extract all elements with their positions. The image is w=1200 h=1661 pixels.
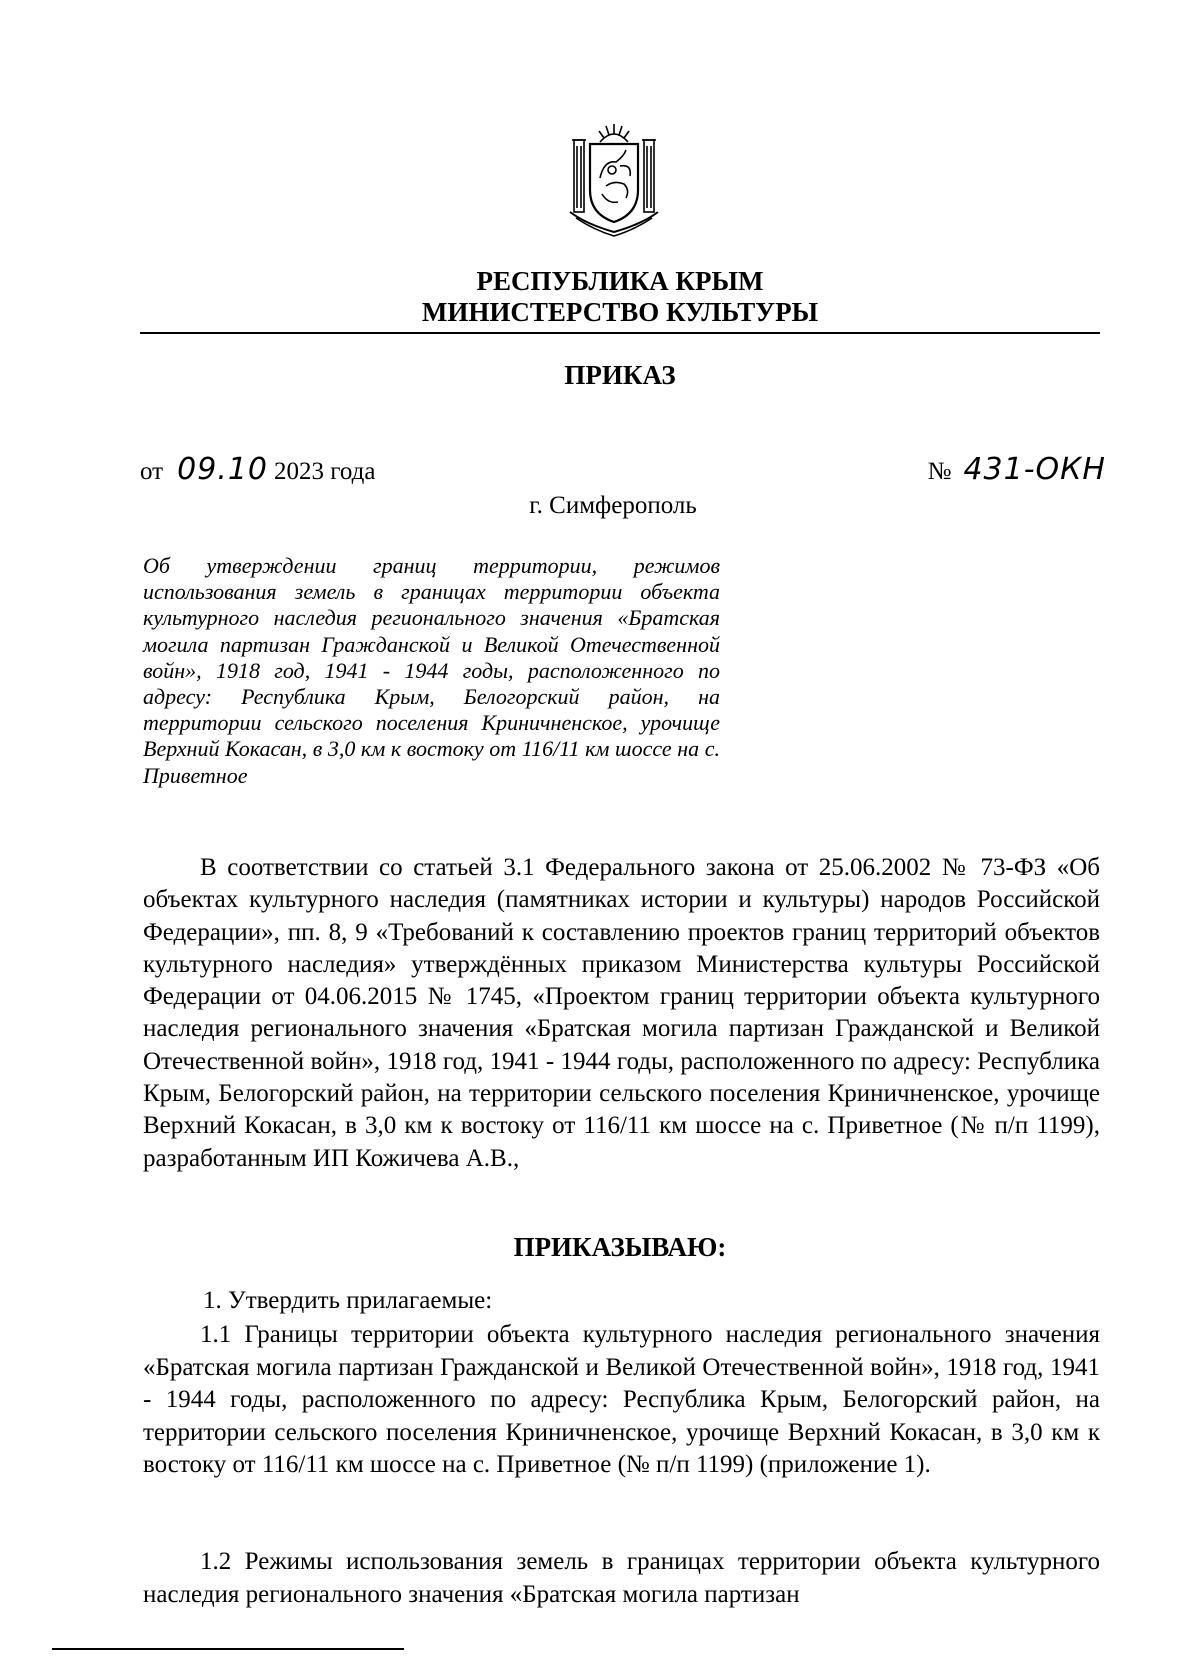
footnote-separator — [52, 1648, 404, 1650]
document-number — [928, 452, 1106, 487]
order-item-1-1: 1.1 Границы территории объекта культурного наследия регионального значения «Братская могила партизан Гражданской и Великой Отечественной войн», 1918 год, 1941 - 1944 годы, расположенного по адресу: Республика Крым, Белогорский район, на территории сельского поселения Криничненское, урочище Верхний Кокасан, в 3,0 км к востоку от 116/11 км шоссе на с. Приветное (№ п/п 1199) (приложение 1). — [143, 1321, 1100, 1478]
number-prefix: № — [927, 458, 952, 485]
document-subject: Об утверждении границ территории, режимов использования земель в границах территории объекта культурного наследия регионального значения «Братская могила партизан Гражданской и Великой Отечественной войн», 1918 год, 1941 - 1944 годы, расположенного по адресу: Республика Крым, Белогорский район, на территории сельского поселения Криничненское, урочище Верхний Кокасан, в 3,0 км к востоку от 116/11 км шоссе на с. Приветное — [143, 553, 720, 788]
header-ministry: МИНИСТЕРСТВО КУЛЬТУРЫ — [421, 297, 819, 327]
order-item-1-2: 1.2 Режимы использования земель в границах территории объекта культурного наследия регионального значения «Братская могила партизан — [143, 1548, 1100, 1608]
orders-heading: ПРИКАЗЫВАЮ: — [513, 1232, 727, 1262]
document-city: г. Симферополь — [529, 492, 697, 519]
crimea-coat-of-arms-icon — [566, 120, 662, 238]
date-prefix: от — [140, 458, 164, 485]
handwritten-number: 431-ОКН — [963, 452, 1106, 487]
header-divider — [140, 332, 1100, 334]
order-item-1: 1. Утвердить прилагаемые: — [203, 1287, 493, 1314]
header-republic: РЕСПУБЛИКА КРЫМ — [476, 266, 764, 296]
document-type-title: ПРИКАЗ — [564, 360, 676, 390]
document-date — [140, 452, 375, 487]
handwritten-date: 09.10 — [177, 452, 268, 487]
date-year: 2023 года — [274, 458, 376, 485]
preamble-paragraph: В соответствии со статьей 3.1 Федерального закона от 25.06.2002 № 73-ФЗ «Об объектах культурного наследия (памятниках истории и культуры) народов Российской Федерации», пп. 8, 9 «Требований к составлению проектов границ территорий объектов культурного наследия» утверждённых приказом Министерства культуры Российской Федерации от 04.06.2015 № 1745, «Проектом границ территории объекта культурного наследия регионального значения «Братская могила партизан Гражданской и Великой Отечественной войн», 1918 год, 1941 - 1944 годы, расположенного по адресу: Республика Крым, Белогорский район, на территории сельского поселения Криничненское, урочище Верхний Кокасан, в 3,0 км к востоку от 116/11 км шоссе на с. Приветное (№ п/п 1199), разработанным ИП Кожичева А.В., — [143, 854, 1100, 1172]
